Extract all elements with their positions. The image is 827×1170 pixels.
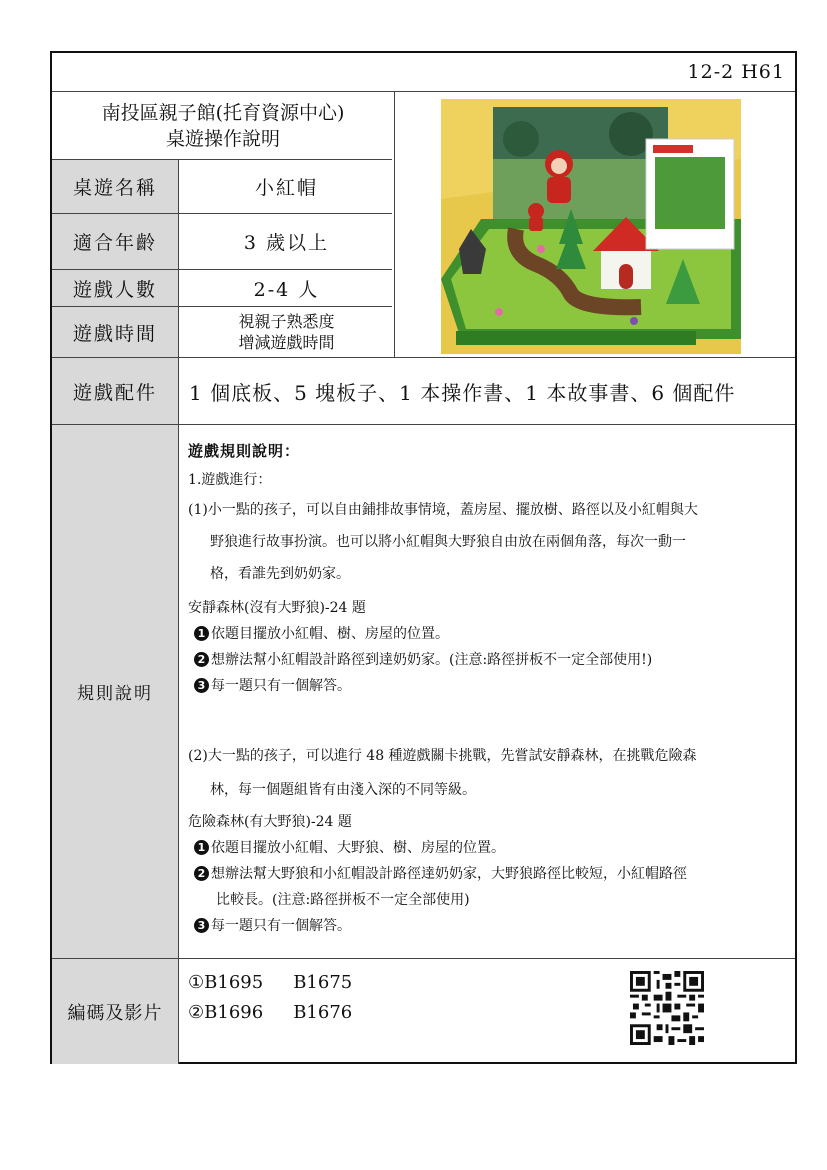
red-hood-body — [547, 177, 571, 203]
accessories-value-cell — [179, 358, 797, 424]
step-number-icon: 3 — [194, 678, 209, 693]
time-label: 遊戲時間 — [72, 322, 157, 345]
product-photo — [441, 99, 741, 354]
field-label-players — [52, 270, 178, 306]
red-hood-piece — [528, 203, 544, 219]
rules-label: 規則說明 — [77, 684, 153, 704]
flower-icon — [630, 317, 638, 325]
divider — [394, 91, 395, 357]
title-line-1: 南投區親子館(托育資源中心) — [101, 101, 345, 124]
accessories-value: 1 個底板、5 塊板子、1 本操作書、1 本故事書、6 個配件 — [189, 380, 736, 405]
name-value: 小紅帽 — [254, 177, 318, 199]
code-value: B1675 — [293, 972, 353, 993]
step-text: 依題目擺放小紅帽、樹、房屋的位置。 — [211, 626, 449, 642]
codes-list — [188, 968, 352, 1028]
title-line-2: 桌遊操作說明 — [165, 127, 280, 150]
booklet-puzzle — [655, 157, 725, 229]
field-label-accessories — [52, 358, 178, 424]
flower-icon — [495, 308, 503, 316]
step-text: 依題目擺放小紅帽、大野狼、樹、房屋的位置。 — [211, 840, 505, 856]
board-base — [456, 331, 696, 345]
step-number-icon: 2 — [194, 652, 209, 667]
instruction-sheet — [50, 51, 797, 1064]
step-number-icon: 3 — [194, 918, 209, 933]
time-value-line-1: 視親子熟悉度 — [238, 312, 335, 331]
step-number-icon: 1 — [194, 626, 209, 641]
rules-heading: 遊戲規則說明： — [188, 442, 301, 460]
age-value-cell — [179, 214, 394, 269]
rules-content — [178, 426, 797, 958]
rules-paragraph-1: 格，看誰先到奶奶家。 — [210, 566, 350, 582]
time-value-cell — [179, 307, 394, 357]
forest-1-step — [188, 647, 797, 673]
booklet-banner — [653, 145, 693, 153]
step-text: 每一題只有一個解答。 — [211, 918, 351, 934]
field-label-rules — [52, 425, 178, 958]
age-label: 適合年齡 — [72, 232, 157, 254]
name-value-cell — [179, 160, 394, 213]
age-value: 3 歲以上 — [243, 232, 330, 254]
step-text: 想辦法幫大野狼和小紅帽設計路徑達奶奶家，大野狼路徑比較短，小紅帽路徑 — [211, 866, 687, 882]
code-row — [188, 968, 352, 998]
page-title — [52, 92, 394, 159]
field-label-age — [52, 214, 178, 269]
forest-1-step — [188, 673, 797, 699]
qr-code-icon[interactable] — [630, 971, 704, 1045]
rules-paragraph-2: (2)大一點的孩子，可以進行 48 種遊戲關卡挑戰，先嘗試安靜森林，在挑戰危險森 — [188, 748, 697, 764]
accessories-label: 遊戲配件 — [72, 381, 157, 404]
step-text: 每一題只有一個解答。 — [211, 678, 351, 694]
players-value: 2-4 人 — [253, 278, 320, 301]
forest-1-step — [188, 621, 797, 647]
rules-paragraph-2: 林，每一個題組皆有由淺入深的不同等級。 — [210, 782, 476, 798]
flower-icon — [537, 245, 545, 253]
code-value: B1676 — [293, 1002, 353, 1023]
red-hood-face — [551, 158, 567, 174]
backdrop-tree — [503, 121, 539, 157]
rules-section-1: 1.遊戲進行： — [188, 472, 272, 488]
forest-1-title: 安靜森林(沒有大野狼)-24 題 — [188, 600, 366, 616]
step-text: 想辦法幫小紅帽設計路徑到達奶奶家。(注意:路徑拼板不一定全部使用!) — [211, 652, 653, 668]
rules-paragraph-1: 野狼進行故事扮演。也可以將小紅帽與大野狼自由放在兩個角落，每次一動一 — [210, 534, 686, 550]
house-door — [619, 264, 633, 289]
code-row — [188, 998, 352, 1028]
code-value: ②B1696 — [188, 1002, 264, 1023]
step-number-icon: 1 — [194, 840, 209, 855]
document-code: 12-2 H61 — [687, 61, 785, 83]
forest-floor — [493, 159, 668, 219]
step-text-continued: 比較長。(注意:路徑拼板不一定全部使用) — [216, 892, 470, 908]
players-value-cell — [179, 270, 394, 306]
name-label: 桌遊名稱 — [72, 177, 157, 199]
field-label-codes — [52, 959, 178, 1064]
field-label-time — [52, 307, 178, 357]
time-value-line-2: 增減遊戲時間 — [238, 333, 335, 352]
code-value: ①B1695 — [188, 972, 264, 993]
forest-2-step — [188, 861, 797, 887]
red-hood-piece — [529, 217, 543, 231]
field-label-name — [52, 160, 178, 213]
rules-paragraph-1: (1)小一點的孩子，可以自由鋪排故事情境，蓋房屋、擺放樹、路徑以及小紅帽與大 — [188, 502, 698, 518]
forest-2-step — [188, 835, 797, 861]
forest-2-step — [188, 913, 797, 939]
codes-label: 編碼及影片 — [67, 1002, 163, 1024]
players-label: 遊戲人數 — [72, 278, 157, 301]
forest-2-title: 危險森林(有大野狼)-24 題 — [188, 814, 352, 830]
step-number-icon: 2 — [194, 866, 209, 881]
